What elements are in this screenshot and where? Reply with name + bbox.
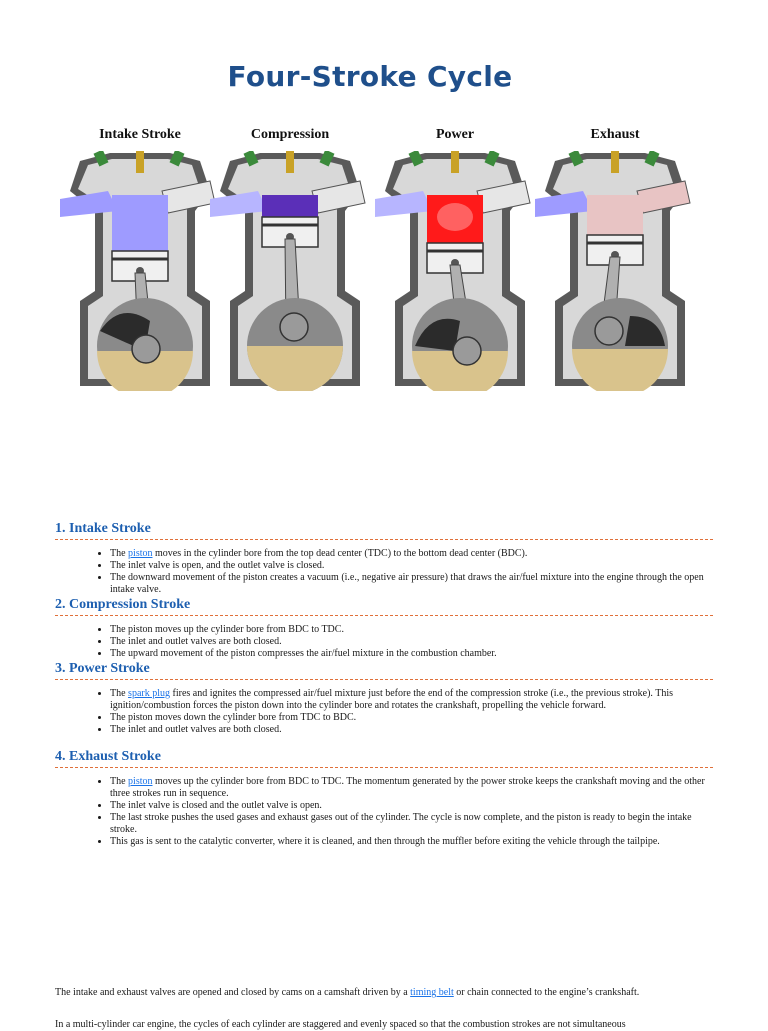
list-item: • The upward movement of the piston compresses the air/fuel mixture in the combustion chamber. <box>110 648 713 660</box>
list-item: • The last stroke pushes the used gases and exhaust gases out of the cylinder. The cycle is now complete, and the piston is ready to begin the intake stroke. <box>110 812 713 836</box>
bullet-list <box>55 688 713 736</box>
bullet-list <box>55 624 713 660</box>
paragraph-multi-cylinder: In a multi-cylinder car engine, the cycles of each cylinder are staggered and evenly spaced so that the combustion strokes are not simultaneous <box>55 1019 626 1030</box>
timing-belt-link[interactable]: timing belt <box>410 987 454 998</box>
diagram-label-exhaust: Exhaust <box>590 127 640 142</box>
section-heading: 3. Power Stroke <box>55 661 713 680</box>
list-item: • The inlet and outlet valves are both closed. <box>110 724 713 736</box>
compression-engine-illustration <box>210 151 370 391</box>
section-heading: 2. Compression Stroke <box>55 597 713 616</box>
exhaust-engine-illustration <box>535 151 695 391</box>
piston-link[interactable]: piston <box>128 776 153 787</box>
list-item: • The piston moves down the cylinder bore from TDC to BDC. <box>110 712 713 724</box>
list-item: • The piston moves in the cylinder bore from the top dead center (TDC) to the bottom dead center (BDC). <box>110 548 713 560</box>
engine-diagram-power <box>375 125 535 395</box>
list-item: • The piston moves up the cylinder bore from BDC to TDC. The momentum generated by the power stroke keeps the crankshaft moving and the other three strokes run in sequence. <box>110 776 713 800</box>
spark-plug-link[interactable]: spark plug <box>128 688 170 699</box>
diagram-label-compression: Compression <box>250 127 330 142</box>
diagram-label-power: Power <box>435 127 475 142</box>
engine-diagram-compression <box>210 125 370 395</box>
section-heading: 1. Intake Stroke <box>55 521 713 540</box>
intake-engine-illustration <box>60 151 220 391</box>
piston-link[interactable]: piston <box>128 548 153 559</box>
list-item: • The inlet valve is closed and the outlet valve is open. <box>110 800 713 812</box>
section-intake <box>55 521 713 596</box>
engine-diagram-intake <box>60 125 220 395</box>
list-item: • This gas is sent to the catalytic converter, where it is cleaned, and then through the muffler before exiting the vehicle through the tailpipe. <box>110 836 713 848</box>
paragraph-camshaft: The intake and exhaust valves are opened and closed by cams on a camshaft driven by a timing belt or chain connected to the engine’s crankshaft. <box>55 987 640 998</box>
page-title: Four-Stroke Cycle <box>227 60 513 93</box>
list-item: • The piston moves up the cylinder bore from BDC to TDC. <box>110 624 713 636</box>
power-engine-illustration <box>375 151 535 391</box>
section-power <box>55 661 713 736</box>
list-item: • The spark plug fires and ignites the compressed air/fuel mixture just before the end of the compression stroke (i.e., the previous stroke). This ignition/combustion forces the piston down into the cylinder bore and rotates the crankshaft, propelling the vehicle forward. <box>110 688 713 712</box>
bullet-list <box>55 776 713 848</box>
diagram-label-intake: Intake Stroke <box>99 127 181 142</box>
section-exhaust <box>55 749 713 848</box>
list-item: • The inlet and outlet valves are both closed. <box>110 636 713 648</box>
engine-diagram-exhaust <box>535 125 695 395</box>
list-item: • The downward movement of the piston creates a vacuum (i.e., negative air pressure) that draws the air/fuel mixture into the engine through the open intake valve. <box>110 572 713 596</box>
section-compression <box>55 597 713 660</box>
bullet-list <box>55 548 713 596</box>
list-item: • The inlet valve is open, and the outlet valve is closed. <box>110 560 713 572</box>
section-heading: 4. Exhaust Stroke <box>55 749 713 768</box>
